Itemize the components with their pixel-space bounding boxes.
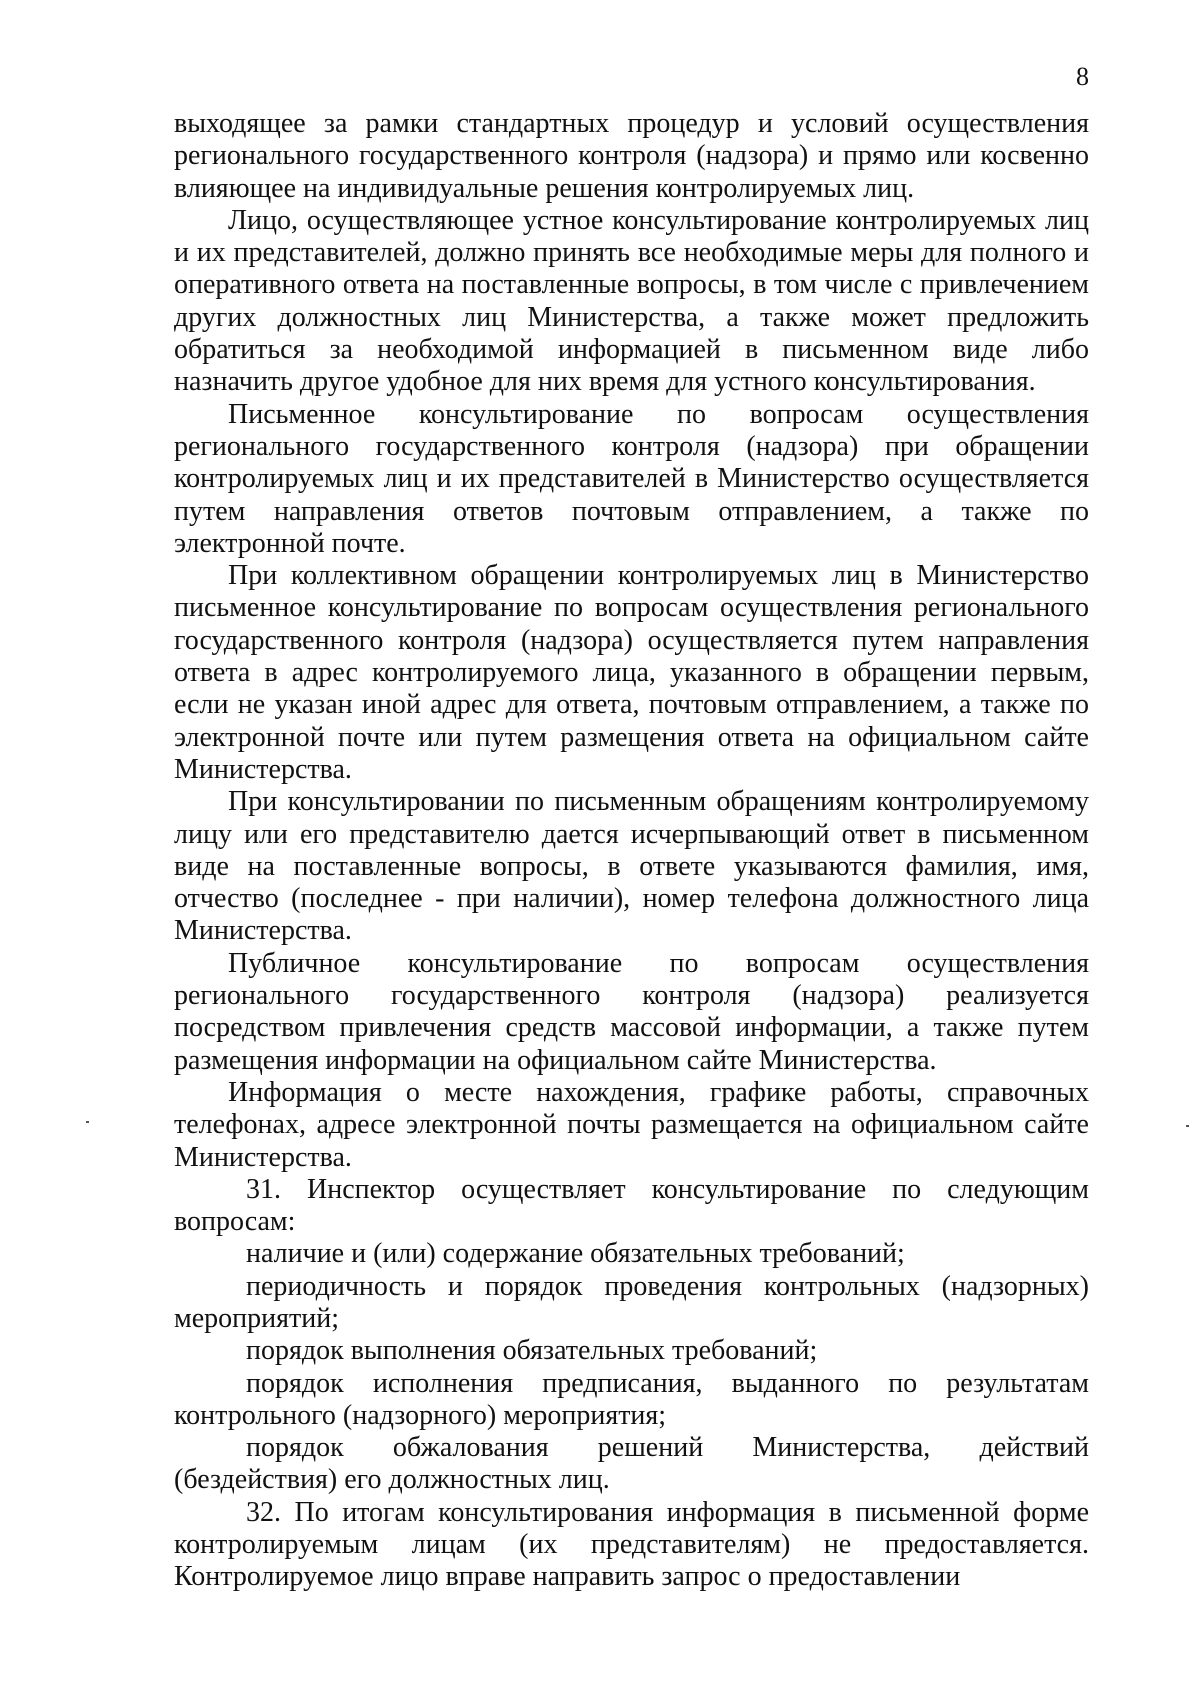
paragraph-collective-appeal: При коллективном обращении контролируемых лиц в Министерство письменное консультирование по вопросам осуществления регионального государственного контроля (надзора) осуществляется путем направления ответа в адрес контролируемого лица, указанного в обращении первым, если не указан иной адрес для ответа, почтовым отправлением, а также по электронной почте или путем размещения ответа на официальном сайте Министерства. <box>174 560 1089 785</box>
paragraph-oral-consulting: Лицо, осуществляющее устное консультирование контролируемых лиц и их представителей, должно принять все необходимые меры для полного и оперативного ответа на поставленные вопросы, в том числе с привлечением других должностных лиц Министерства, а также может предложить обратиться за необходимой информацией в письменном виде либо назначить другое удобное для них время для устного консультирования. <box>174 204 1089 398</box>
paragraph-written-consulting: Письменное консультирование по вопросам осуществления регионального государственного контроля (надзора) при обращении контролируемых лиц и их представителей в Министерство осуществляется путем направления ответов почтовым отправлением, а также по электронной почте. <box>174 398 1089 559</box>
paragraph-contact-info: Информация о месте нахождения, графике работы, справочных телефонах, адресе электронной почты размещается на официальном сайте Министерства. <box>174 1076 1089 1173</box>
document-body <box>174 108 1089 1594</box>
page-number: 8 <box>1076 62 1089 91</box>
paragraph-continuation: выходящее за рамки стандартных процедур и условий осуществления регионального государственного контроля (надзора) и прямо или косвенно влияющее на индивидуальные решения контролируемых лиц. <box>174 108 1089 204</box>
list-item: порядок обжалования решений Министерства, действий (бездействия) его должностных лиц. <box>174 1432 1089 1496</box>
scan-speck <box>1186 1125 1189 1127</box>
paragraph-written-appeals: При консультировании по письменным обращениям контролируемому лицу или его представителю дается исчерпывающий ответ в письменном виде на поставленные вопросы, в ответе указываются фамилия, имя, отчество (последнее - при наличии), номер телефона должностного лица Министерства. <box>174 786 1089 947</box>
paragraph-item-32: 32. По итогам консультирования информация в письменной форме контролируемым лицам (их представителям) не предоставляется. Контролируемое лицо вправе направить запрос о предоставлении <box>174 1496 1089 1593</box>
paragraph-public-consulting: Публичное консультирование по вопросам осуществления регионального государственного контроля (надзора) реализуется посредством привлечения средств массовой информации, а также путем размещения информации на официальном сайте Министерства. <box>174 947 1089 1076</box>
list-item: порядок выполнения обязательных требований; <box>246 1335 818 1367</box>
list-item: наличие и (или) содержание обязательных требований; <box>246 1238 905 1270</box>
paragraph-item-31: 31. Инспектор осуществляет консультирование по следующим вопросам: <box>174 1173 1089 1238</box>
list-item: периодичность и порядок проведения контрольных (надзорных) мероприятий; <box>174 1270 1089 1334</box>
list-item: порядок исполнения предписания, выданного по результатам контрольного (надзорного) мероприятия; <box>174 1367 1089 1431</box>
scan-speck <box>86 1121 89 1123</box>
